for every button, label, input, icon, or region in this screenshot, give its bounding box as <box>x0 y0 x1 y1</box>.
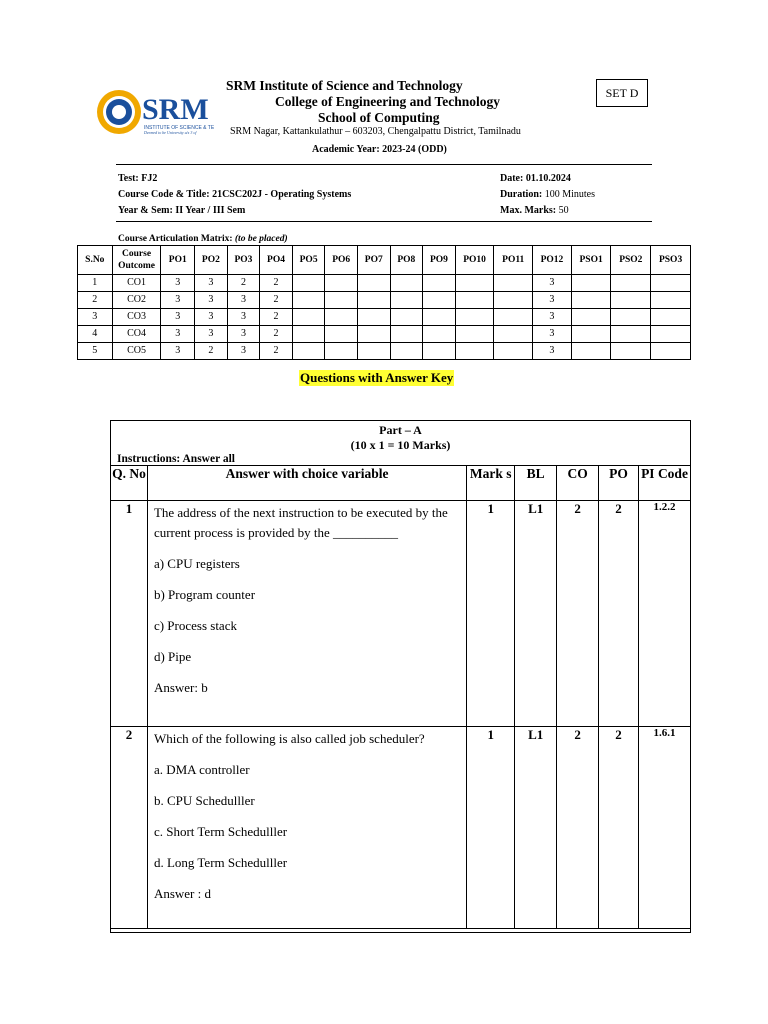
matrix-cell <box>325 309 358 326</box>
matrix-row <box>78 292 691 309</box>
matrix-header-cell: Course Outcome <box>112 246 161 275</box>
matrix-cell <box>423 309 456 326</box>
question-body <box>147 501 466 727</box>
matrix-cell: 3 <box>227 309 260 326</box>
address: SRM Nagar, Kattankulathur – 603203, Chengalpattu District, Tamilnadu <box>230 126 521 137</box>
matrix-cell: 3 <box>161 292 195 309</box>
matrix-cell <box>571 326 611 343</box>
header-qno: Q. No <box>111 466 148 501</box>
matrix-cell: 3 <box>227 326 260 343</box>
matrix-cell <box>423 292 456 309</box>
matrix-cell <box>390 326 423 343</box>
question-option: d) Pipe <box>153 649 192 664</box>
matrix-cell: 3 <box>195 275 228 292</box>
question-pi-code: 1.2.2 <box>639 501 691 727</box>
question-option: d. Long Term Schedulller <box>153 855 288 870</box>
test-line: Test: FJ2 <box>118 173 158 184</box>
matrix-cell <box>571 292 611 309</box>
matrix-cell <box>455 292 494 309</box>
matrix-cell: 5 <box>78 343 113 360</box>
matrix-cell <box>494 343 533 360</box>
matrix-cell: 3 <box>533 326 572 343</box>
matrix-cell: 3 <box>533 275 572 292</box>
question-co: 2 <box>557 501 599 727</box>
matrix-cell <box>651 275 691 292</box>
question-po: 2 <box>599 501 639 727</box>
matrix-header-cell: PO1 <box>161 246 195 275</box>
matrix-cell <box>423 343 456 360</box>
date-line: Date: 01.10.2024 <box>500 173 571 184</box>
institution-name: SRM Institute of Science and Technology <box>226 78 463 93</box>
part-a-title: Part – A <box>379 423 422 437</box>
matrix-cell <box>651 292 691 309</box>
matrix-cell <box>325 326 358 343</box>
question-co: 2 <box>557 727 599 929</box>
matrix-cell <box>494 326 533 343</box>
matrix-cell <box>651 309 691 326</box>
part-a-header <box>111 421 690 453</box>
matrix-cell: 2 <box>227 275 260 292</box>
matrix-row <box>78 326 691 343</box>
question-bl: L1 <box>515 501 557 727</box>
matrix-cell <box>494 309 533 326</box>
duration-line: Duration: 100 Minutes <box>500 189 596 200</box>
question-pi-code: 1.6.1 <box>639 727 691 929</box>
matrix-cell <box>611 275 651 292</box>
matrix-cell <box>455 309 494 326</box>
logo-tagline: Deemed to be University u/s 3 of <box>144 130 197 135</box>
matrix-cell: 3 <box>161 343 195 360</box>
header-co: CO <box>557 466 599 501</box>
matrix-cell: 3 <box>227 292 260 309</box>
question-option: a. DMA controller <box>153 762 250 777</box>
header-bl: BL <box>515 466 557 501</box>
matrix-cell <box>325 275 358 292</box>
question-marks: 1 <box>467 501 515 727</box>
question-answer: Answer: b <box>153 680 208 695</box>
matrix-cell <box>611 309 651 326</box>
matrix-row <box>78 309 691 326</box>
matrix-header-cell: PO6 <box>325 246 358 275</box>
matrix-cell: 3 <box>533 292 572 309</box>
matrix-cell <box>357 275 390 292</box>
matrix-cell <box>571 275 611 292</box>
matrix-cell <box>611 326 651 343</box>
matrix-cell <box>571 343 611 360</box>
matrix-cell <box>651 343 691 360</box>
matrix-row <box>78 343 691 360</box>
matrix-cell <box>357 309 390 326</box>
matrix-cell <box>390 343 423 360</box>
question-option: c. Short Term Schedulller <box>153 824 288 839</box>
part-a-instructions: Instructions: Answer all <box>117 453 235 465</box>
matrix-cell: 3 <box>195 326 228 343</box>
matrix-cell: 2 <box>78 292 113 309</box>
header-marks: Mark s <box>467 466 515 501</box>
matrix-header-cell: PO2 <box>195 246 228 275</box>
matrix-cell: 3 <box>161 326 195 343</box>
question-marks: 1 <box>467 727 515 929</box>
matrix-cell <box>611 343 651 360</box>
matrix-cell: 3 <box>195 309 228 326</box>
question-number: 1 <box>111 501 148 727</box>
divider-bottom <box>116 221 652 222</box>
matrix-cell: 2 <box>195 343 228 360</box>
questions-table <box>110 465 691 929</box>
matrix-cell <box>357 343 390 360</box>
srm-logo <box>94 88 214 136</box>
matrix-cell <box>292 275 325 292</box>
matrix-cell <box>357 292 390 309</box>
matrix-cell <box>325 343 358 360</box>
matrix-cell: 2 <box>260 309 293 326</box>
header-answer: Answer with choice variable <box>147 466 466 501</box>
articulation-matrix <box>77 245 691 360</box>
matrix-cell: 3 <box>161 309 195 326</box>
question-option: b) Program counter <box>153 587 256 602</box>
matrix-header-cell: PO3 <box>227 246 260 275</box>
set-label: SET D <box>605 85 639 100</box>
matrix-header-cell: PSO2 <box>611 246 651 275</box>
matrix-header-cell: PO7 <box>357 246 390 275</box>
question-bl: L1 <box>515 727 557 929</box>
academic-year: Academic Year: 2023-24 (ODD) <box>312 144 447 155</box>
college-name: College of Engineering and Technology <box>275 94 501 109</box>
matrix-cell: 2 <box>260 292 293 309</box>
question-text: The address of the next instruction to be executed by the current process is provided by the __________ <box>153 505 448 540</box>
logo-subtext: INSTITUTE OF SCIENCE & TE <box>144 125 214 131</box>
question-answer: Answer : d <box>153 886 211 901</box>
matrix-header-row <box>78 246 691 275</box>
matrix-cell: 3 <box>195 292 228 309</box>
matrix-cell <box>455 275 494 292</box>
question-text: Which of the following is also called job scheduler? <box>153 731 425 746</box>
matrix-cell <box>325 292 358 309</box>
matrix-header-cell: PSO1 <box>571 246 611 275</box>
matrix-header-cell: PO10 <box>455 246 494 275</box>
matrix-cell <box>494 292 533 309</box>
matrix-cell: 2 <box>260 343 293 360</box>
matrix-cell <box>292 326 325 343</box>
matrix-cell: CO5 <box>112 343 161 360</box>
matrix-cell: 1 <box>78 275 113 292</box>
questions-header-row <box>111 466 691 501</box>
matrix-cell: 3 <box>533 343 572 360</box>
matrix-cell <box>455 343 494 360</box>
matrix-cell <box>423 275 456 292</box>
matrix-cell <box>292 292 325 309</box>
matrix-cell <box>390 292 423 309</box>
header-pi: PI Code <box>639 466 691 501</box>
question-row <box>111 501 691 727</box>
matrix-cell: 3 <box>161 275 195 292</box>
matrix-cell <box>357 326 390 343</box>
max-marks-line: Max. Marks: 50 <box>500 205 569 216</box>
part-a-marks: (10 x 1 = 10 Marks) <box>350 438 451 452</box>
school-name: School of Computing <box>318 110 440 125</box>
matrix-cell <box>455 326 494 343</box>
question-body <box>147 727 466 929</box>
header-po: PO <box>599 466 639 501</box>
logo-text: SRM <box>142 93 209 126</box>
question-row <box>111 727 691 929</box>
set-box <box>596 79 648 107</box>
matrix-cell: 4 <box>78 326 113 343</box>
matrix-caption: Course Articulation Matrix: (to be placed) <box>118 234 288 244</box>
matrix-cell <box>423 326 456 343</box>
matrix-header-cell: PO4 <box>260 246 293 275</box>
matrix-cell <box>292 309 325 326</box>
question-po: 2 <box>599 727 639 929</box>
matrix-header-cell: PO12 <box>533 246 572 275</box>
matrix-cell: 3 <box>78 309 113 326</box>
matrix-header-cell: PO5 <box>292 246 325 275</box>
question-option: c) Process stack <box>153 618 237 633</box>
matrix-cell: 2 <box>260 326 293 343</box>
matrix-cell: CO3 <box>112 309 161 326</box>
course-line: Course Code & Title: 21CSC202J - Operating Systems <box>118 189 352 200</box>
matrix-cell: CO1 <box>112 275 161 292</box>
matrix-cell <box>571 309 611 326</box>
matrix-header-cell: S.No <box>78 246 113 275</box>
answer-key-title: Questions with Answer Key <box>300 370 454 385</box>
matrix-header-cell: PO8 <box>390 246 423 275</box>
matrix-cell <box>390 275 423 292</box>
matrix-header-cell: PO9 <box>423 246 456 275</box>
divider-top <box>116 164 652 165</box>
matrix-row <box>78 275 691 292</box>
question-option: a) CPU registers <box>153 556 240 571</box>
matrix-cell <box>494 275 533 292</box>
matrix-cell: 3 <box>227 343 260 360</box>
matrix-cell <box>390 309 423 326</box>
matrix-cell: 3 <box>533 309 572 326</box>
matrix-header-cell: PO11 <box>494 246 533 275</box>
matrix-cell: CO2 <box>112 292 161 309</box>
matrix-header-cell: PSO3 <box>651 246 691 275</box>
matrix-cell <box>611 292 651 309</box>
matrix-cell: 2 <box>260 275 293 292</box>
question-option: b. CPU Schedulller <box>153 793 255 808</box>
question-number: 2 <box>111 727 148 929</box>
matrix-cell: CO4 <box>112 326 161 343</box>
matrix-cell <box>651 326 691 343</box>
year-line: Year & Sem: II Year / III Sem <box>118 205 246 216</box>
matrix-cell <box>292 343 325 360</box>
